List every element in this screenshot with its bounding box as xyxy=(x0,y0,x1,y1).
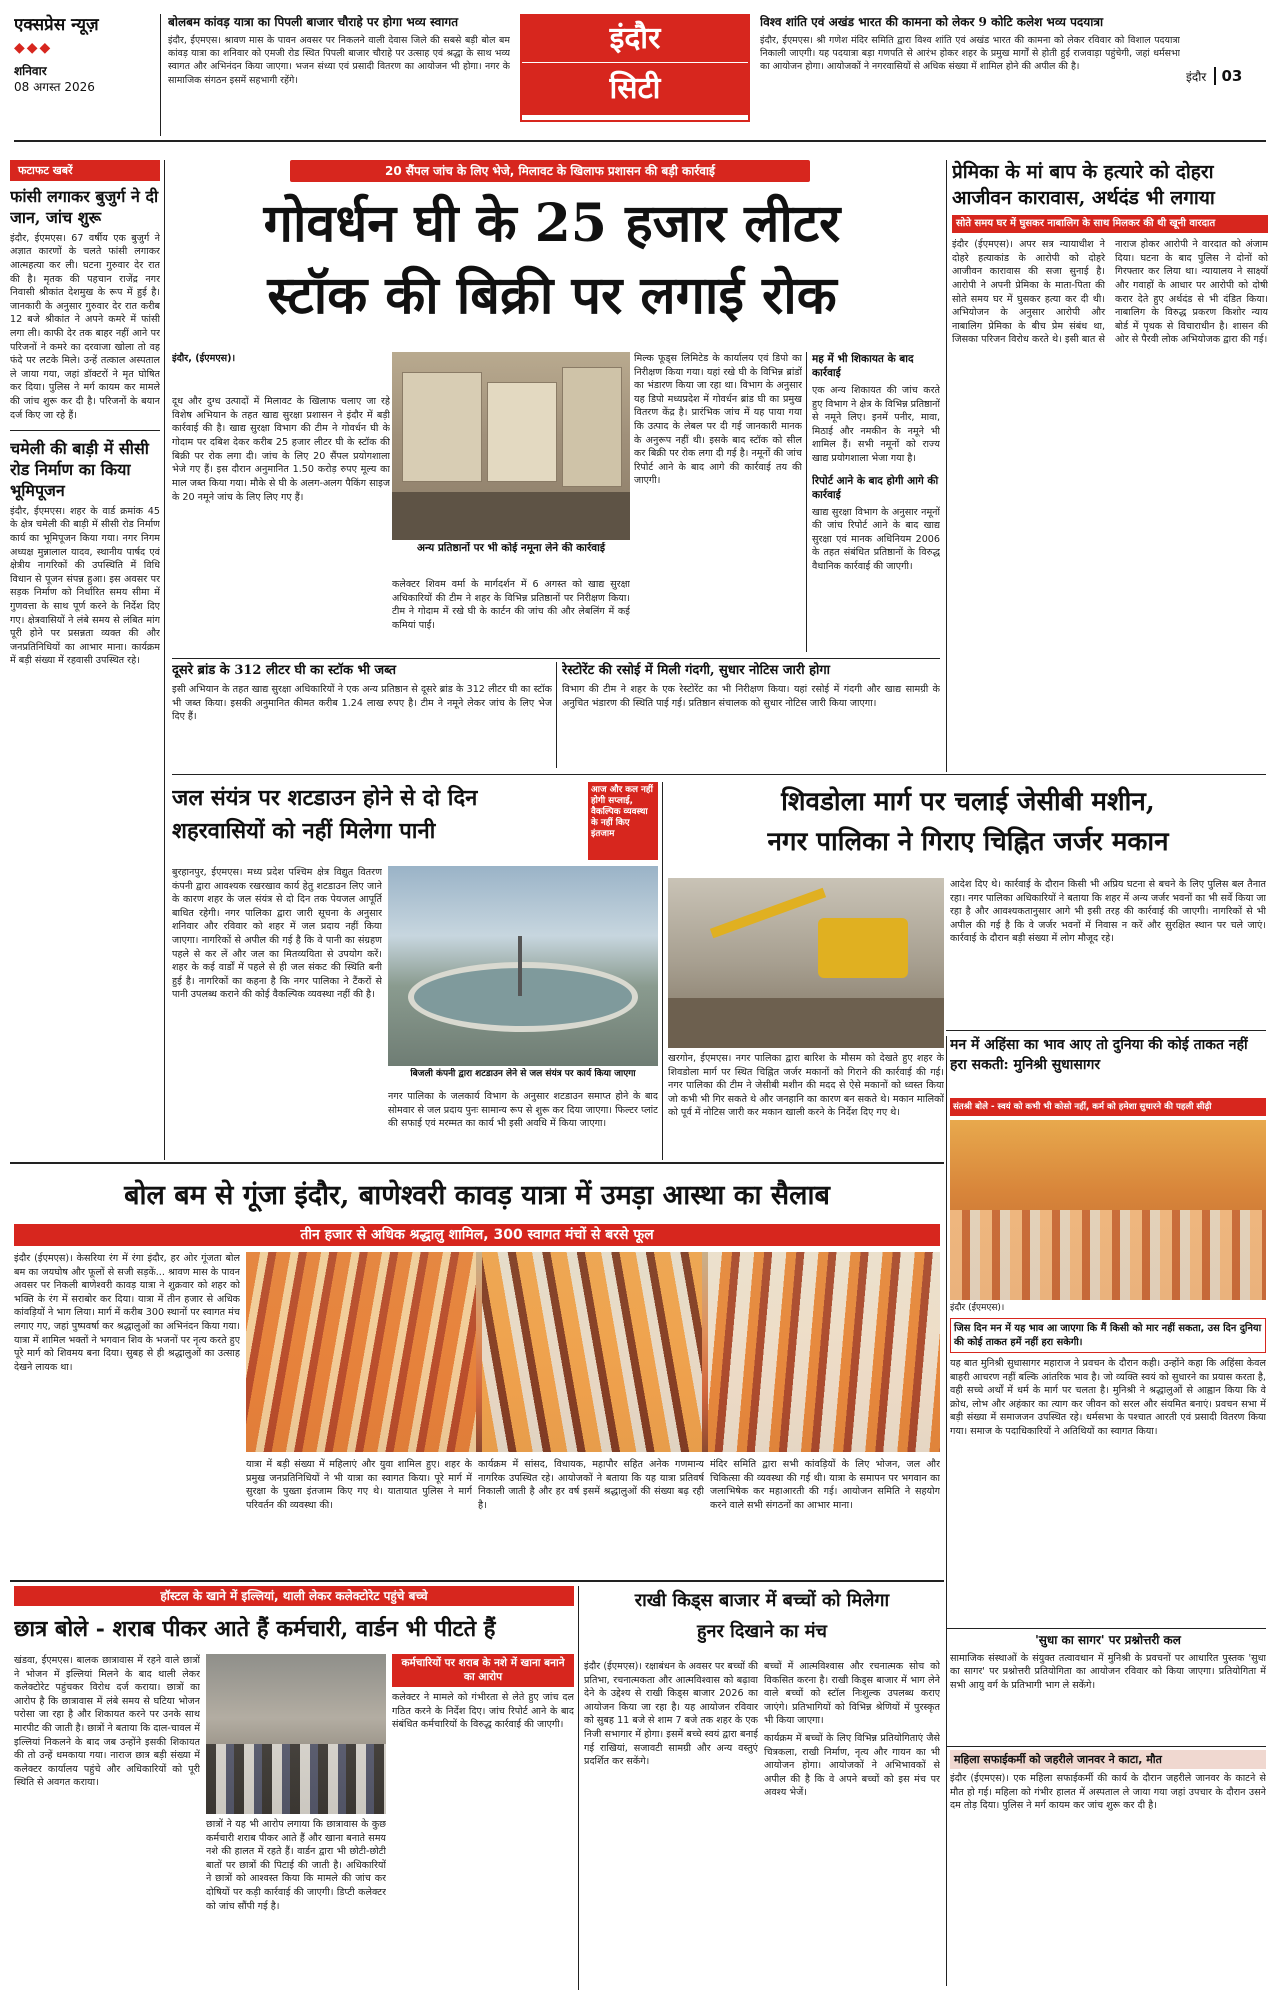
brand-name: एक्सप्रेस न्यूज़ xyxy=(14,15,99,35)
fatafat-column xyxy=(10,160,160,1160)
kanwar-text3: कार्यक्रम में सांसद, विधायक, महापौर सहित अनेक गणमान्य नागरिक उपस्थित रहे। आयोजकों ने बताया कि यह यात्रा प्रतिवर्ष निकाली जाती है और हर वर्ष इसमें श्रद्धालुओं की संख्या बढ़ रही है। xyxy=(478,1459,704,1511)
shivdola-headline-line1: शिवडोला मार्ग पर चलाई जेसीबी मशीन, xyxy=(781,787,1155,817)
right-top-text: इंदौर (ईएमएस)। अपर सत्र न्यायाधीश ने दोहरे हत्याकांड के आरोपी को दोहरे आजीवन कारावास की सजा सुनाई है। आरोपी ने अपनी प्रेमिका के माता-पिता की सोते समय घर में घुसकर हत्या कर दी थी। अभियोजन के अनुसार आरोपी और नाबालिग प्रेमिका के बीच प्रेम संबंध था, जिसका परिजन विरोध करते थे। इसी बात से नाराज होकर आरोपी ने वारदात को अंजाम दिया। घटना के बाद पुलिस ने दोनों को गिरफ्तार कर लिया था। न्यायालय ने साक्ष्यों और गवाहों के आधार पर आरोपी को दोषी करार देते हुए अर्थदंड से भी दंडित किया। नाबालिग के विरुद्ध प्रकरण किशोर न्याय बोर्ड में पृथक से विचाराधीन है। शासन की ओर से पैरवी लोक अभियोजक द्वारा की गई। xyxy=(952,239,1268,346)
shivdola-jcb-photo xyxy=(668,878,944,1048)
shivdola-text1: खरगोन, ईएमएस। नगर पालिका द्वारा बारिश के मौसम को देखते हुए शहर के शिवडोला मार्ग पर स्थित चिह्नित जर्जर मकानों को गिराने की कार्रवाई की गई। नगर पालिका की टीम ने जेसीबी मशीन की मदद से ऐसे मकानों को ध्वस्त किया जो कभी भी गिर सकते थे और जनहानि का कारण बन सकते थे। मकान मालिकों को पूर्व में नोटिस जारी कर मकान खाली करने के निर्देश दिए गए थे। xyxy=(668,1053,944,1119)
fatafat-story2-headline: चमेली की बाड़ी में सीसी रोड निर्माण का किया भूमिपूजन xyxy=(10,439,149,500)
rakhi-headline-line2: हुनर दिखाने का मंच xyxy=(697,1620,827,1642)
right-top-headline: प्रेमिका के मां बाप के हत्यारे को दोहरा आजीवन कारावास, अर्थदंड भी लगाया xyxy=(952,161,1215,209)
lead-sub-box2-text: विभाग की टीम ने शहर के एक रेस्टोरेंट का भी निरीक्षण किया। यहां रसोई में गंदगी और खाद्य सामग्री के अनुचित भंडारण की स्थिति पाई गई। प्रतिष्ठान संचालक को सुधार नोटिस जारी किया जाएगा। xyxy=(562,683,940,709)
water-caption-text: बिजली कंपनी द्वारा शटडाउन लेने से जल संयंत्र पर कार्य किया जाएगा xyxy=(410,1069,636,1079)
section-title-box xyxy=(520,14,750,122)
muni-box1-text: सामाजिक संस्थाओं के संयुक्त तत्वावधान में मुनिश्री के प्रवचनों पर आधारित पुस्तक 'सुधा का सागर' पर प्रश्नोत्तरी प्रतियोगिता का आयोजन रविवार को किया जाएगा। प्रतियोगिता में सभी आयु वर्ग के प्रतिभागी भाग ले सकेंगे। xyxy=(950,1652,1266,1691)
shivdola-headline-block xyxy=(668,782,1268,872)
section-title-line1: इंदौर xyxy=(522,16,748,62)
masthead-left-text: इंदौर, ईएमएस। श्रावण मास के पावन अवसर पर निकलने वाली देवास जिले की सबसे बड़ी बोल बम कांवड़ यात्रा का शनिवार को एमजी रोड स्थित पिपली बाजार चौराहे पर उत्साह एवं श्रद्धा के साथ भव्य स्वागत और अभिनंदन किया जाएगा। भजन संध्या एवं प्रसादी वितरण का आयोजन भी होगा। नगर के सामाजिक संगठन इसमें सहभागी रहेंगे। xyxy=(168,34,510,86)
lead-warehouse-photo xyxy=(392,352,630,540)
water-col2 xyxy=(388,1090,658,1156)
lead-sub-box2-head: रेस्टोरेंट की रसोई में मिली गंदगी, सुधार नोटिस जारी होगा xyxy=(562,663,831,678)
masthead-left-headline: बोलबम कांवड़ यात्रा का पिपली बाजार चौराहे पर होगा भव्य स्वागत xyxy=(168,15,459,29)
kanwar-text1: इंदौर (ईएमएस)। केसरिया रंग में रंगा इंदौर, हर ओर गूंजता बोल बम का जयघोष और फूलों से सजी सड़कें... श्रावण मास के पावन अवसर पर निकली बाणेश्वरी कावड़ यात्रा ने शुक्रवार को शहर को भक्ति के रंग में सराबोर कर दिया। यात्रा में तीन हजार से अधिक कांवड़ियों ने भाग लिया। मार्ग में करीब 300 स्थानों पर स्वागत मंच लगाए गए, जहां पुष्पवर्षा कर श्रद्धालुओं का अभिनंदन किया गया। यात्रा में शामिल भक्तों ने भगवान शिव के भजनों पर नृत्य करते हुए पूरे मार्ग को शिवमय बना दिया। सुबह से ही श्रद्धालुओं का उत्साह देखने लायक था। xyxy=(14,1253,240,1373)
fatafat-story2-text: इंदौर, ईएमएस। शहर के वार्ड क्रमांक 45 के क्षेत्र चमेली की बाड़ी में सीसी रोड निर्माण कार्य का भूमिपूजन किया गया। नगर निगम अध्यक्ष मुन्नालाल यादव, स्थानीय पार्षद एवं क्षेत्रीय नागरिकों की उपस्थिति में विधि विधान से पूजन संपन्न हुआ। इस अवसर पर सड़क निर्माण को निर्धारित समय सीमा में गुणवत्ता के साथ पूर्ण करने के निर्देश दिए गए। क्षेत्रवासियों ने लंबे समय से लंबित मांग पूरी होने पर प्रसन्नता व्यक्त की और जनप्रतिनिधियों का आभार माना। कार्यक्रम में बड़ी संख्या में रहवासी उपस्थित रहे। xyxy=(10,505,160,667)
issue-date: 08 अगस्त 2026 xyxy=(14,80,95,95)
kanwar-text2: यात्रा में बड़ी संख्या में महिलाएं और युवा शामिल हुए। शहर के प्रमुख जनप्रतिनिधियों ने भी यात्रा का स्वागत किया। पूरे मार्ग में सुरक्षा के पुख्ता इंतजाम किए गए थे। यातायात पुलिस ने मार्ग परिवर्तन की व्यवस्था की। xyxy=(246,1459,472,1511)
shivdola-col2 xyxy=(950,878,1266,1028)
muni-body xyxy=(950,1318,1266,1626)
section-title-line2: सिटी xyxy=(522,62,748,115)
muni-quote: जिस दिन मन में यह भाव आ जाएगा कि मैं किसी को मार नहीं सकता, उस दिन दुनिया की कोई ताकत हमें नहीं हरा सकेगी। xyxy=(950,1318,1266,1353)
rakhi-text3: कार्यक्रम में बच्चों के लिए विभिन्न प्रतियोगिताएं जैसे चित्रकला, राखी निर्माण, नृत्य और गायन का भी आयोजन होगा। आयोजकों ने अभिभावकों से अपील की है कि वे अपने बच्चों को इस मंच पर अवश्य भेजें। xyxy=(764,1733,940,1799)
kanwar-strip-text: तीन हजार से अधिक श्रद्धालु शामिल, 300 स्वागत मंचों से बरसे फूल xyxy=(14,1224,940,1246)
folio-city: इंदौर xyxy=(1186,70,1207,84)
lead-sidebar xyxy=(812,352,940,652)
kanwar-strip xyxy=(14,1224,940,1246)
lead-col3 xyxy=(634,352,802,652)
rakhi-col1 xyxy=(584,1660,758,1990)
kanwar-yatra-photo xyxy=(246,1252,940,1452)
muni-text: यह बात मुनिश्री सुधासागर महाराज ने प्रवचन के दौरान कही। उन्होंने कहा कि अहिंसा केवल बाहरी आचरण नहीं बल्कि आंतरिक भाव है। जो व्यक्ति स्वयं को सुधारने का प्रयास करता है, वही सच्चे अर्थों में धर्म के मार्ग पर चलता है। मुनिश्री ने श्रद्धालुओं से आह्वान किया कि वे क्रोध, लोभ और अहंकार का त्याग कर जीवन को सरल और संयमित बनाएं। प्रवचन सभा में बड़ी संख्या में समाजजन उपस्थित रहे। धर्मसभा के पश्चात आरती एवं प्रसादी वितरण किया गया। समाज के पदाधिकारियों ने अतिथियों का स्वागत किया। xyxy=(950,1358,1266,1438)
rakhi-headline-line1: राखी किड्स बाजार में बच्चों को मिलेगा xyxy=(634,1590,890,1611)
hostel-box-head: कर्मचारियों पर शराब के नशे में खाना बनाने का आरोप xyxy=(392,1654,574,1687)
page-number: 03 xyxy=(1214,67,1242,85)
lead-headline-block xyxy=(172,188,932,348)
lead-headline-line1: गोवर्धन घी के 25 हजार लीटर xyxy=(263,193,841,254)
lead-caption-text: अन्य प्रतिष्ठानों पर भी कोई नमूना लेने की कार्रवाई xyxy=(416,542,606,554)
water-photo-caption xyxy=(388,1068,658,1088)
muni-strip xyxy=(950,1098,1266,1116)
lead-headline-line2: स्टॉक की बिक्री पर लगाई रोक xyxy=(267,265,837,326)
hostel-kicker xyxy=(14,1586,574,1606)
muni-strip-text: संतश्री बोले - स्वयं को कभी भी कोसो नहीं, कर्म को हमेशा सुधारने की पहली सीढ़ी xyxy=(950,1098,1266,1116)
fatafat-label: फटाफट खबरें xyxy=(10,160,160,181)
hostel-col1 xyxy=(14,1654,200,1990)
water-col1 xyxy=(172,866,382,1156)
water-text2: नगर पालिका के जलकार्य विभाग के अनुसार शटडाउन समाप्त होने के बाद सोमवार से जल प्रदाय पुनः सामान्य रूप से शुरू कर दिया जाएगा। फिल्टर प्लांट की सफाई एवं मरम्मत का कार्य भी इसी अवधि में किया जाएगा। xyxy=(388,1091,658,1130)
lead-kicker-text: 20 सैंपल जांच के लिए भेजे, मिलावट के खिलाफ प्रशासन की बड़ी कार्रवाई xyxy=(290,160,810,182)
lead-col2 xyxy=(392,578,630,654)
hostel-students-photo xyxy=(206,1654,386,1814)
muni-photo-caption xyxy=(950,1302,1266,1316)
lead-col1 xyxy=(172,352,390,652)
water-text1: बुरहानपुर, ईएमएस। मध्य प्रदेश पश्चिम क्षेत्र विद्युत वितरण कंपनी द्वारा आवश्यक रखरखाव कार्य हेतु शटडाउन लिए जाने के कारण शहर के जल संयंत्र से दो दिन तक पेयजल आपूर्ति बाधित रहेगी। नगर पालिका द्वारा जारी सूचना के अनुसार शनिवार और रविवार को शहर में जल प्रदाय नहीं किया जाएगा। नागरिकों से अपील की गई है कि वे पानी का संग्रहण पहले से कर लें और जल का मितव्ययिता से उपयोग करें। शहर के कई वार्डों में पहले से ही जल संकट की स्थिति बनी हुई है। नागरिकों का कहना है कि नगर पालिका ने टैंकरों से पानी उपलब्ध कराने की कोई वैकल्पिक व्यवस्था नहीं की है। xyxy=(172,867,382,1001)
kanwar-text4: मंदिर समिति द्वारा सभी कांवड़ियों के लिए भोजन, जल और चिकित्सा की व्यवस्था की गई थी। यात्रा के समापन पर भगवान का जलाभिषेक कर महाआरती की गई। आयोजन समिति ने सहयोग करने वाले सभी संगठनों का आभार माना। xyxy=(710,1459,940,1511)
lead-sub-box2 xyxy=(562,662,940,770)
right-top-strip: सोते समय घर में घुसकर नाबालिग के साथ मिलकर की थी खूनी वारदात xyxy=(952,215,1268,233)
water-note-box xyxy=(588,782,658,860)
muni-box2-text: इंदौर (ईएमएस)। एक महिला सफाईकर्मी की कार्य के दौरान जहरीले जानवर के काटने से मौत हो गई। महिला को गंभीर हालत में अस्पताल ले जाया गया जहां उपचार के दौरान उसने दम तोड़ दिया। पुलिस ने मर्ग कायम कर जांच शुरू कर दी है। xyxy=(950,1773,1266,1812)
rakhi-text2: बच्चों में आत्मविश्वास और रचनात्मक सोच को विकसित करना है। राखी किड्स बाजार में भाग लेने वाले बच्चों को स्टॉल निःशुल्क उपलब्ध कराए जाएंगे। प्रतिभागियों को विभिन्न श्रेणियों में पुरस्कृत भी किया जाएगा। xyxy=(764,1661,940,1727)
kanwar-col1 xyxy=(14,1252,240,1574)
masthead-right-text: इंदौर, ईएमएस। श्री गणेश मंदिर समिति द्वारा विश्व शांति एवं अखंड भारत की कामना को लेकर रविवार को विशाल पदयात्रा निकाली जाएगी। यह पदयात्रा बड़ा गणपति से आरंभ होकर शहर के प्रमुख मार्गों से होती हुई राजवाड़ा पहुंचेगी, जहां धर्मसभा का आयोजन होगा। आयोजकों ने नगरवासियों से अधिक संख्या में शामिल होने की अपील की है। xyxy=(760,34,1180,73)
hostel-headline: छात्र बोले - शराब पीकर आते हैं कर्मचारी, वार्डन भी पीटते हैं xyxy=(14,1616,496,1642)
lead-kicker xyxy=(290,160,810,182)
masthead-story-left xyxy=(168,14,510,134)
muni-box2-head: महिला सफाईकर्मी को जहरीले जानवर ने काटा, मौत xyxy=(950,1750,1266,1769)
lead-side-head2: रिपोर्ट आने के बाद होगी आगे की कार्रवाई xyxy=(812,474,939,502)
lead-sub-box1-head: दूसरे ब्रांड के 312 लीटर घी का स्टॉक भी जब्त xyxy=(172,663,397,678)
lead-side-head1: मह में भी शिकायत के बाद कार्रवाई xyxy=(812,353,914,380)
lead-text3: मिल्क फूड्स लिमिटेड के कार्यालय एवं डिपो का निरीक्षण किया गया। यहां रखे घी के विभिन्न ब्रांडों का भंडारण किया जा रहा था। विभाग के अनुसार यह डिपो मध्यप्रदेश में गोवर्धन ब्रांड घी का प्रमुख वितरण केंद्र है। प्रारंभिक जांच में यह पाया गया कि उत्पाद के लेबल पर दी गई जानकारी मानक के अनुरूप नहीं थी। इसके बाद स्टॉक को सील कर बिक्री पर रोक लगा दी गई है। नमूनों की जांच रिपोर्ट आने के बाद आगे की कार्रवाई तय की जाएगी। xyxy=(634,353,802,487)
muni-headline: मन में अहिंसा का भाव आए तो दुनिया की कोई ताकत नहीं हरा सकती: मुनिश्री सुधासागर xyxy=(950,1037,1248,1073)
fatafat-story1-text: इंदौर, ईएमएस। 67 वर्षीय एक बुजुर्ग ने अज्ञात कारणों के चलते फांसी लगाकर आत्महत्या कर ली। घटना गुरुवार देर रात की है। मृतक की पहचान राजेंद्र नगर निवासी श्रीकांत देशमुख के रूप में हुई है। जानकारी के अनुसार गुरुवार देर रात करीब 12 बजे श्रीकांत ने अपने कमरे में फांसी लगा ली। काफी देर तक बाहर नहीं आने पर परिजनों ने कमरे का दरवाजा खोला तो वह फंदे पर लटके मिले। उन्हें तत्काल अस्पताल ले जाया गया, जहां डॉक्टरों ने मृत घोषित कर दिया। पुलिस ने मर्ग कायम कर मामले की जांच शुरू कर दी है। परिजनों के बयान दर्ज किए जा रहे हैं। xyxy=(10,232,160,421)
kanwar-headline: बोल बम से गूंजा इंदौर, बाणेश्वरी कावड़ यात्रा में उमड़ा आस्था का सैलाब xyxy=(124,1180,830,1211)
kanwar-col2 xyxy=(246,1458,472,1574)
rakhi-text1: इंदौर (ईएमएस)। रक्षाबंधन के अवसर पर बच्चों की प्रतिभा, रचनात्मकता और आत्मविश्वास को बढ़ावा देने के उद्देश्य से राखी किड्स बाजार 2026 का आयोजन किया जा रहा है। यह आयोजन रविवार को सुबह 11 बजे से शाम 7 बजे तक शहर के एक निजी सभागार में होगा। इसमें बच्चे स्वयं द्वारा बनाई गई राखियां, सजावटी सामग्री और अन्य वस्तुएं प्रदर्शित कर सकेंगे। xyxy=(584,1661,758,1768)
shivdola-headline-line2: नगर पालिका ने गिराए चिह्नित जर्जर मकान xyxy=(767,827,1169,858)
rakhi-col2 xyxy=(764,1660,940,1990)
hostel-col2 xyxy=(206,1818,386,1990)
muni-box1-head: 'सुधा का सागर' पर प्रश्नोत्तरी कल xyxy=(1035,1633,1181,1647)
lead-sub-box1 xyxy=(172,662,552,770)
shivdola-col1 xyxy=(668,1052,944,1158)
right-top-story xyxy=(952,160,1268,772)
muni-headline-block xyxy=(950,1036,1266,1096)
hostel-text1: खंडवा, ईएमएस। बालक छात्रावास में रहने वाले छात्रों ने भोजन में इल्लियां मिलने के बाद थाली लेकर कलेक्टोरेट पहुंचकर विरोध दर्ज कराया। छात्रों का आरोप है कि छात्रावास में लंबे समय से घटिया भोजन परोसा जा रहा है और शिकायत करने पर उनके साथ मारपीट की जाती है। छात्रों ने बताया कि दाल-चावल में इल्लियां निकलने के बाद जब उन्होंने इसकी शिकायत की तो उन्हें धमकाया गया। नाराज छात्र बड़ी संख्या में कलेक्टर कार्यालय पहुंचे और अधिकारियों को पूरी स्थिति से अवगत कराया। xyxy=(14,1655,200,1789)
muni-sabha-photo xyxy=(950,1120,1266,1300)
muni-box2 xyxy=(950,1750,1266,1860)
lead-text2: कलेक्टर शिवम वर्मा के मार्गदर्शन में 6 अगस्त को खाद्य सुरक्षा अधिकारियों की टीम ने शहर के विभिन्न प्रतिष्ठानों पर निरीक्षण किया। टीम ने गोदाम में रखे घी के कार्टन की जांच की और लेबलिंग में कई कमियां पाईं। xyxy=(392,579,630,631)
lead-sub-box1-text: इसी अभियान के तहत खाद्य सुरक्षा अधिकारियों ने एक अन्य प्रतिष्ठान से दूसरे ब्रांड के 312 लीटर घी का स्टॉक भी जब्त किया। इसकी अनुमानित कीमत करीब 1.24 लाख रुपए है। टीम ने नमूने लेकर जांच के लिए भेज दिए हैं। xyxy=(172,683,552,723)
lead-side-text2: खाद्य सुरक्षा विभाग के अनुसार नमूनों की जांच रिपोर्ट आने के बाद खाद्य सुरक्षा एवं मानक अधिनियम 2006 के तहत संबंधित प्रतिष्ठानों के विरुद्ध वैधानिक कार्रवाई की जाएगी। xyxy=(812,506,940,573)
muni-box1 xyxy=(950,1632,1266,1744)
hostel-headline-block xyxy=(14,1610,574,1650)
fatafat-story1-headline: फांसी लगाकर बुजुर्ग ने दी जान, जांच शुरू xyxy=(10,187,159,227)
water-headline-block xyxy=(172,782,642,862)
hostel-text2: छात्रों ने यह भी आरोप लगाया कि छात्रावास के कुछ कर्मचारी शराब पीकर आते हैं और खाना बनाते समय नशे की हालत में रहते हैं। वार्डन द्वारा भी छोटी-छोटी बातों पर छात्रों की पिटाई की जाती है। अधिकारियों ने छात्रों को आश्वस्त किया कि मामले की जांच कर दोषियों पर कड़ी कार्रवाई की जाएगी। डिप्टी कलेक्टर को जांच सौंपी गई है। xyxy=(206,1819,386,1912)
water-plant-photo xyxy=(388,866,658,1066)
water-headline-line1: जल संयंत्र पर शटडाउन होने से दो दिन xyxy=(172,785,478,811)
folio xyxy=(1186,66,1266,92)
hostel-text3: कलेक्टर ने मामले को गंभीरता से लेते हुए जांच दल गठित करने के निर्देश दिए। जांच रिपोर्ट आने के बाद संबंधित कर्मचारियों के विरुद्ध कार्रवाई की जाएगी। xyxy=(392,1691,574,1731)
water-note-text: आज और कल नहीं होगी सप्लाई, वैकल्पिक व्यवस्था के नहीं किए इंतजाम xyxy=(591,785,653,839)
lead-photo-caption xyxy=(392,542,630,572)
muni-caption-text: इंदौर (ईएमएस)। xyxy=(950,1303,1005,1313)
masthead-brand-block xyxy=(14,14,156,124)
kanwar-col3 xyxy=(478,1458,704,1574)
hostel-kicker-text: हॉस्टल के खाने में इल्लियां, थाली लेकर कलेक्टोरेट पहुंचे बच्चे xyxy=(14,1586,574,1606)
lead-text1: दूध और दुग्ध उत्पादों में मिलावट के खिलाफ चलाए जा रहे विशेष अभियान के तहत खाद्य सुरक्षा प्रशासन ने इंदौर में बड़ी कार्रवाई की है। खाद्य सुरक्षा विभाग की टीम ने गोवर्धन घी के गोदाम पर दबिश देकर करीब 25 हजार लीटर घी के स्टॉक की बिक्री पर रोक लगा दी। जांच के लिए 20 सैंपल प्रयोगशाला भेजे गए हैं। इस दौरान अनुमानित 1.50 करोड़ रुपए मूल्य का माल जब्त किया गया। मौके से घी के अलग-अलग पैकिंग साइज के 20 नमूने जांच के लिए लिए गए हैं। xyxy=(172,396,390,503)
lead-byline: इंदौर, (ईएमएस)। xyxy=(172,353,236,364)
kanwar-col4 xyxy=(710,1458,940,1574)
masthead-right-headline: विश्व शांति एवं अखंड भारत की कामना को लेकर 9 कोटि कलेश भव्य पदयात्रा xyxy=(760,15,1104,29)
rakhi-headline-block xyxy=(584,1586,940,1656)
hostel-col3 xyxy=(392,1654,574,1990)
lead-side-text1: एक अन्य शिकायत की जांच करते हुए विभाग ने क्षेत्र के विभिन्न प्रतिष्ठानों से नमूने लिए। इनमें पनीर, मावा, मिठाई और नमकीन के नमूने भी शामिल हैं। सभी नमूनों को राज्य खाद्य प्रयोगशाला भेजा गया है। xyxy=(812,384,940,465)
issue-day: शनिवार xyxy=(14,63,47,78)
masthead-story-right xyxy=(760,14,1180,134)
kanwar-headline-block xyxy=(14,1172,940,1222)
water-headline-line2: शहरवासियों को नहीं मिलेगा पानी xyxy=(172,818,436,844)
brand-ornament-icon: ◆◆◆ xyxy=(14,40,53,57)
shivdola-text2: आदेश दिए थे। कार्रवाई के दौरान किसी भी अप्रिय घटना से बचने के लिए पुलिस बल तैनात रहा। नगर पालिका अधिकारियों ने बताया कि शहर में अन्य जर्जर भवनों का भी सर्वे किया जा रहा है और आवश्यकतानुसार आगे भी इसी तरह की कार्रवाई की जाएगी। नागरिकों से भी अपील की गई है कि वे जर्जर भवनों में निवास न करें और सुरक्षित स्थान पर चले जाएं। कार्रवाई के दौरान बड़ी संख्या में लोग मौजूद रहे। xyxy=(950,879,1266,945)
